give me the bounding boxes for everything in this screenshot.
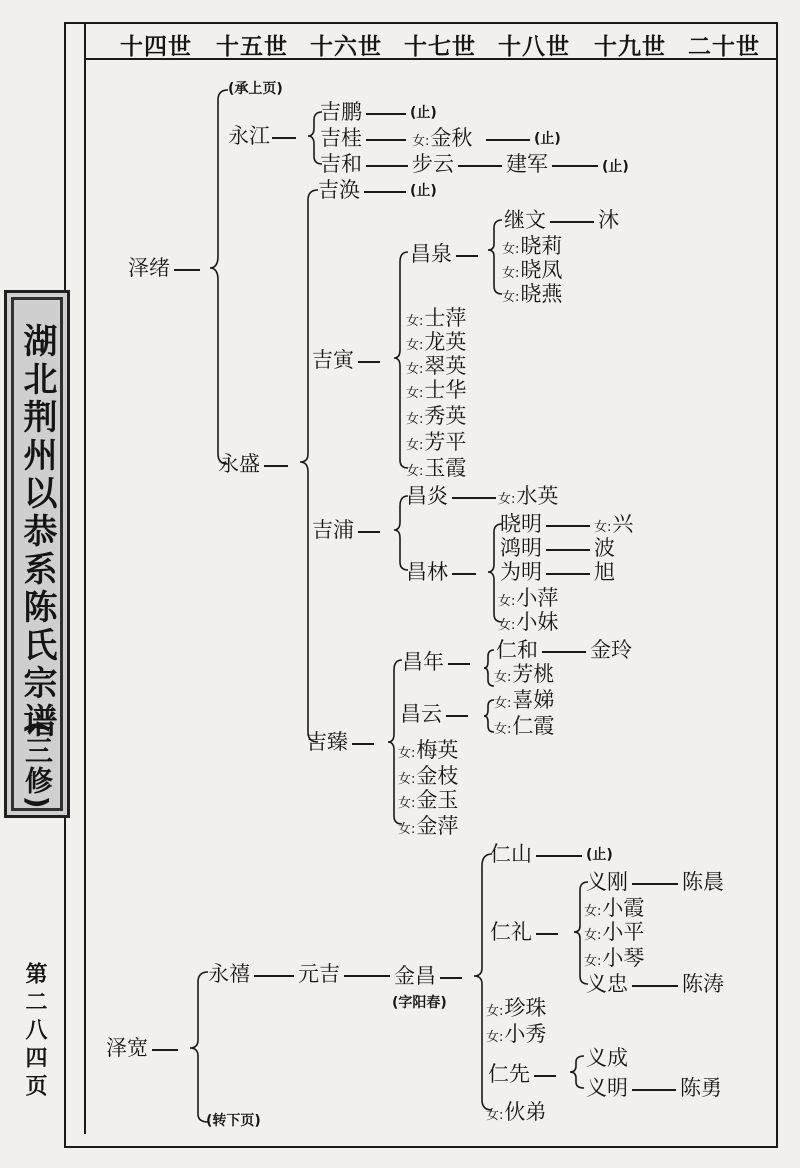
line [632, 1089, 676, 1091]
person-xu: 旭 [594, 560, 615, 584]
stop-note: (止) [410, 183, 437, 199]
person-fangtao: 女:芳桃 [494, 662, 555, 686]
line [546, 549, 590, 551]
continued-to-note: (转下页) [206, 1113, 261, 1129]
person-jipu: 吉浦 [312, 518, 354, 542]
person-bo: 波 [594, 536, 615, 560]
bracket-changyun [484, 700, 494, 732]
line [358, 361, 380, 363]
person-yongxi: 永禧 [208, 962, 250, 986]
line [448, 663, 470, 665]
person-jigui: 吉桂 [320, 126, 362, 150]
person-cuiying: 女:翠英 [406, 354, 467, 378]
line [352, 743, 374, 745]
person-yongjiang: 永江 [228, 124, 270, 148]
stop-note: (止) [534, 131, 561, 147]
line [152, 1049, 178, 1051]
person-xiaoming: 晓明 [500, 512, 542, 536]
person-xiaoli: 女:晓莉 [502, 234, 563, 258]
stop-note: (止) [586, 847, 613, 863]
person-jinping: 女:金萍 [398, 814, 459, 838]
person-changyun: 昌云 [400, 702, 442, 726]
person-renxia: 女:仁霞 [494, 714, 555, 738]
person-changquan: 昌泉 [410, 242, 452, 266]
line [536, 855, 582, 857]
line [632, 985, 678, 987]
person-shihua: 女:士华 [406, 378, 467, 402]
person-jianjun: 建军 [506, 152, 548, 176]
person-longying: 女:龙英 [406, 330, 467, 354]
person-mu: 沐 [598, 208, 619, 232]
edition-label: (三修) [21, 721, 54, 811]
person-jinqiu: 女:金秋 [412, 126, 473, 150]
bracket-renxian [570, 1056, 584, 1088]
person-jipeng: 吉鹏 [320, 100, 362, 124]
person-fangping: 女:芳平 [406, 430, 467, 454]
person-changlin: 昌林 [406, 560, 448, 584]
person-jinchang: 金昌 [394, 964, 436, 988]
person-changyan: 昌炎 [406, 484, 448, 508]
line [534, 1075, 556, 1077]
person-xiaomei: 女:小妹 [498, 610, 559, 634]
line [272, 137, 296, 139]
line [264, 465, 288, 467]
stop-note: (止) [602, 159, 629, 175]
person-xiaoxia: 女:小霞 [584, 896, 645, 920]
line [254, 975, 294, 977]
bracket-zexu [210, 90, 228, 464]
line [456, 255, 478, 257]
person-zekuan: 泽宽 [106, 1036, 148, 1060]
person-zhenzhu: 女:珍珠 [486, 996, 547, 1020]
person-xiaoping-2: 女:小平 [584, 920, 645, 944]
person-xiti: 女:喜娣 [494, 688, 555, 712]
generation-14: 十四世 [120, 34, 192, 60]
person-jizhen: 吉臻 [306, 730, 348, 754]
line [344, 975, 390, 977]
person-yongsheng: 永盛 [218, 452, 260, 476]
person-renli: 仁礼 [490, 920, 532, 944]
generation-17: 十七世 [404, 34, 476, 60]
bracket-yongsheng [300, 190, 318, 742]
person-yiming: 义明 [586, 1076, 628, 1100]
line [364, 191, 406, 193]
generation-19: 十九世 [594, 34, 666, 60]
line [366, 165, 408, 167]
person-zexu: 泽绪 [128, 256, 170, 280]
person-yizhong: 义忠 [586, 972, 628, 996]
continued-from-note: (承上页) [228, 81, 283, 97]
stop-note: (止) [410, 105, 437, 121]
generation-20: 二十世 [688, 34, 760, 60]
line [358, 531, 380, 533]
line [546, 525, 590, 527]
page-number: 第二八四页 [22, 962, 47, 1102]
person-yigang: 义刚 [586, 870, 628, 894]
line [366, 113, 406, 115]
person-yuxia: 女:玉霞 [406, 456, 467, 480]
bracket-zekuan [190, 972, 208, 1122]
person-jinzhi: 女:金枝 [398, 764, 459, 788]
line [632, 883, 678, 885]
line [546, 573, 590, 575]
person-xiaoqin: 女:小琴 [584, 946, 645, 970]
person-renxian: 仁先 [488, 1062, 530, 1086]
line [458, 165, 502, 167]
line [550, 221, 594, 223]
line [536, 933, 558, 935]
person-buyun: 步云 [412, 152, 454, 176]
jinchang-alias-note: (字阳春) [392, 995, 447, 1011]
person-xiaoyan: 女:晓燕 [502, 282, 563, 306]
person-xiaoping: 女:小萍 [498, 586, 559, 610]
bracket-changquan [488, 220, 502, 294]
person-chentao: 陈涛 [682, 972, 724, 996]
person-xiaofeng: 女:晓凤 [502, 258, 563, 282]
line [452, 573, 476, 575]
generation-15: 十五世 [216, 34, 288, 60]
line [366, 139, 406, 141]
generation-18: 十八世 [498, 34, 570, 60]
person-jihe: 吉和 [320, 152, 362, 176]
person-xiuying: 女:秀英 [406, 404, 467, 428]
person-weiming: 为明 [500, 560, 542, 584]
person-chenchen: 陈晨 [682, 870, 724, 894]
line [542, 651, 586, 653]
person-hongming: 鸿明 [500, 536, 542, 560]
person-shuiying: 女:水英 [498, 484, 559, 508]
person-changnian: 昌年 [402, 650, 444, 674]
line [174, 269, 200, 271]
person-huodi: 女:伙弟 [486, 1100, 547, 1124]
person-shiping: 女:士萍 [406, 306, 467, 330]
bracket-changnian [484, 650, 494, 686]
person-jinling: 金玲 [590, 638, 632, 662]
genealogy-title: 湖北荆州以恭系陈氏宗谱 [17, 323, 57, 741]
person-meiying: 女:梅英 [398, 738, 459, 762]
person-renhe: 仁和 [496, 638, 538, 662]
person-jihuan: 吉涣 [318, 178, 360, 202]
person-jiwen: 继文 [504, 208, 546, 232]
person-yuanji: 元吉 [298, 962, 340, 986]
line [440, 977, 462, 979]
person-xiaoxiu: 女:小秀 [486, 1022, 547, 1046]
line [486, 139, 530, 141]
person-renshan: 仁山 [490, 842, 532, 866]
person-jiyin: 吉寅 [312, 348, 354, 372]
person-xing: 女:兴 [594, 512, 634, 536]
person-chenyong: 陈勇 [680, 1076, 722, 1100]
generation-16: 十六世 [310, 34, 382, 60]
person-yicheng: 义成 [586, 1046, 628, 1070]
line [552, 165, 598, 167]
line [446, 715, 468, 717]
person-jinyu: 女:金玉 [398, 788, 459, 812]
line [452, 497, 496, 499]
